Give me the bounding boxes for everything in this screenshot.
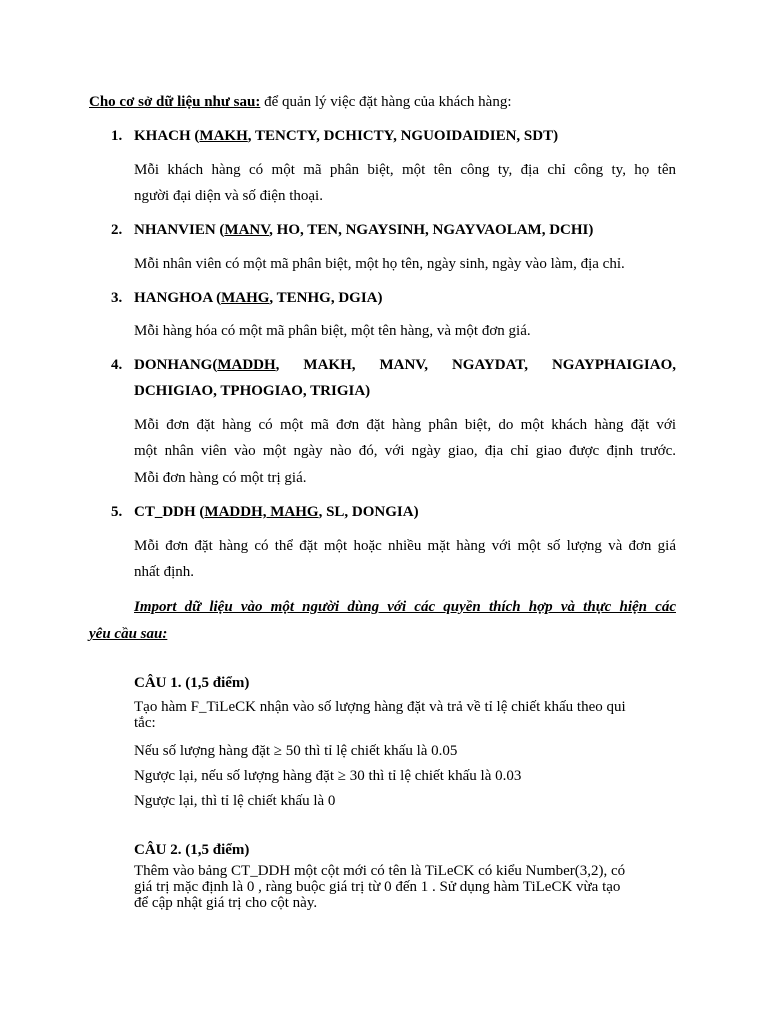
- table-3-desc-line-1: Mỗi hàng hóa có một mã phân biệt, một tên hàng, và một đơn giá.: [134, 323, 531, 339]
- table-1-key: MAKH: [199, 128, 248, 144]
- table-4-attributes: , MAKH, MANV, NGAYDAT, NGAYPHAIGIAO,: [275, 357, 676, 373]
- table-4-number: 4.: [111, 357, 123, 373]
- table-4-title-line-2: DCHIGIAO, TPHOGIAO, TRIGIA): [134, 383, 371, 399]
- intro-text: để quản lý việc đặt hàng của khách hàng:: [260, 94, 512, 110]
- table-1-attributes: , TENCTY, DCHICTY, NGUOIDAIDIEN, SDT): [247, 128, 559, 144]
- table-5-desc-line-1: Mỗi đơn đặt hàng có thể đặt một hoặc nhiều mặt hàng với một số lượng và đơn giá: [134, 538, 676, 554]
- table-5-name: CT_DDH (: [134, 504, 205, 520]
- table-2-name: NHANVIEN (: [134, 222, 225, 238]
- question-1-line-4: Ngược lại, nếu số lượng hàng đặt ≥ 30 thì tỉ lệ chiết khấu là 0.03: [134, 768, 522, 784]
- table-5-number: 5.: [111, 504, 123, 520]
- table-5-key: MADDH, MAHG: [204, 504, 319, 520]
- table-4-desc-line-3: Mỗi đơn hàng có một trị giá.: [134, 470, 307, 486]
- table-3-title: [134, 289, 383, 307]
- table-3-name: HANGHOA (: [134, 290, 222, 306]
- table-3-attributes: , TENHG, DGIA): [269, 290, 383, 306]
- table-3-key: MAHG: [221, 290, 270, 306]
- table-2-attributes: , HO, TEN, NGAYSINH, NGAYVAOLAM, DCHI): [269, 222, 594, 238]
- table-2-number: 2.: [111, 222, 123, 238]
- intro-label: Cho cơ sở dữ liệu như sau:: [89, 94, 261, 110]
- table-4-desc-line-1: Mỗi đơn đặt hàng có một mã đơn đặt hàng phân biệt, do một khách hàng đặt với: [134, 417, 676, 433]
- table-4-name: DONHANG(: [134, 357, 218, 373]
- table-2-title: [134, 221, 593, 239]
- table-4-key: MADDH: [217, 357, 276, 373]
- table-5-desc-line-2: nhất định.: [134, 564, 194, 580]
- table-1-desc-line-1: Mỗi khách hàng có một mã phân biệt, một tên công ty, địa chỉ công ty, họ tên: [134, 162, 676, 178]
- question-1-line-1: Tạo hàm F_TiLeCK nhận vào số lượng hàng đặt và trả về tỉ lệ chiết khấu theo qui: [134, 699, 626, 715]
- table-1-name: KHACH (: [134, 128, 200, 144]
- question-2-line-1: Thêm vào bảng CT_DDH một cột mới có tên là TiLeCK có kiểu Number(3,2), có: [134, 863, 626, 879]
- table-1-title: [134, 127, 558, 145]
- table-1-number: 1.: [111, 128, 123, 144]
- table-4-title: [134, 356, 676, 374]
- table-3-number: 3.: [111, 290, 123, 306]
- question-1-line-3: Nếu số lượng hàng đặt ≥ 50 thì tỉ lệ chiết khấu là 0.05: [134, 743, 458, 759]
- question-1-title: CÂU 1. (1,5 điểm): [134, 675, 250, 691]
- question-2-line-3: để cập nhật giá trị cho cột này.: [134, 895, 318, 911]
- table-5-title: [134, 503, 419, 521]
- table-5-attributes: , SL, DONGIA): [318, 504, 419, 520]
- intro-line: [89, 93, 511, 111]
- question-1-line-2: tắc:: [134, 715, 156, 731]
- import-instruction-line-2: yêu cầu sau:: [89, 626, 168, 642]
- table-4-desc-line-2: một nhân viên vào một ngày nào đó, với ngày giao, địa chỉ giao được định trước.: [134, 443, 676, 459]
- table-2-key: MANV: [224, 222, 270, 238]
- import-instruction-line-1: Import dữ liệu vào một người dùng với các quyền thích hợp và thực hiện các: [134, 599, 676, 615]
- question-1-line-5: Ngược lại, thì tỉ lệ chiết khấu là 0: [134, 793, 336, 809]
- table-1-desc-line-2: người đại diện và số điện thoại.: [134, 188, 323, 204]
- question-2-line-2: giá trị mặc định là 0 , ràng buộc giá trị từ 0 đến 1 . Sử dụng hàm TiLeCK vừa tạo: [134, 879, 621, 895]
- table-2-desc-line-1: Mỗi nhân viên có một mã phân biệt, một họ tên, ngày sinh, ngày vào làm, địa chỉ.: [134, 256, 625, 272]
- question-2-title: CÂU 2. (1,5 điểm): [134, 842, 250, 858]
